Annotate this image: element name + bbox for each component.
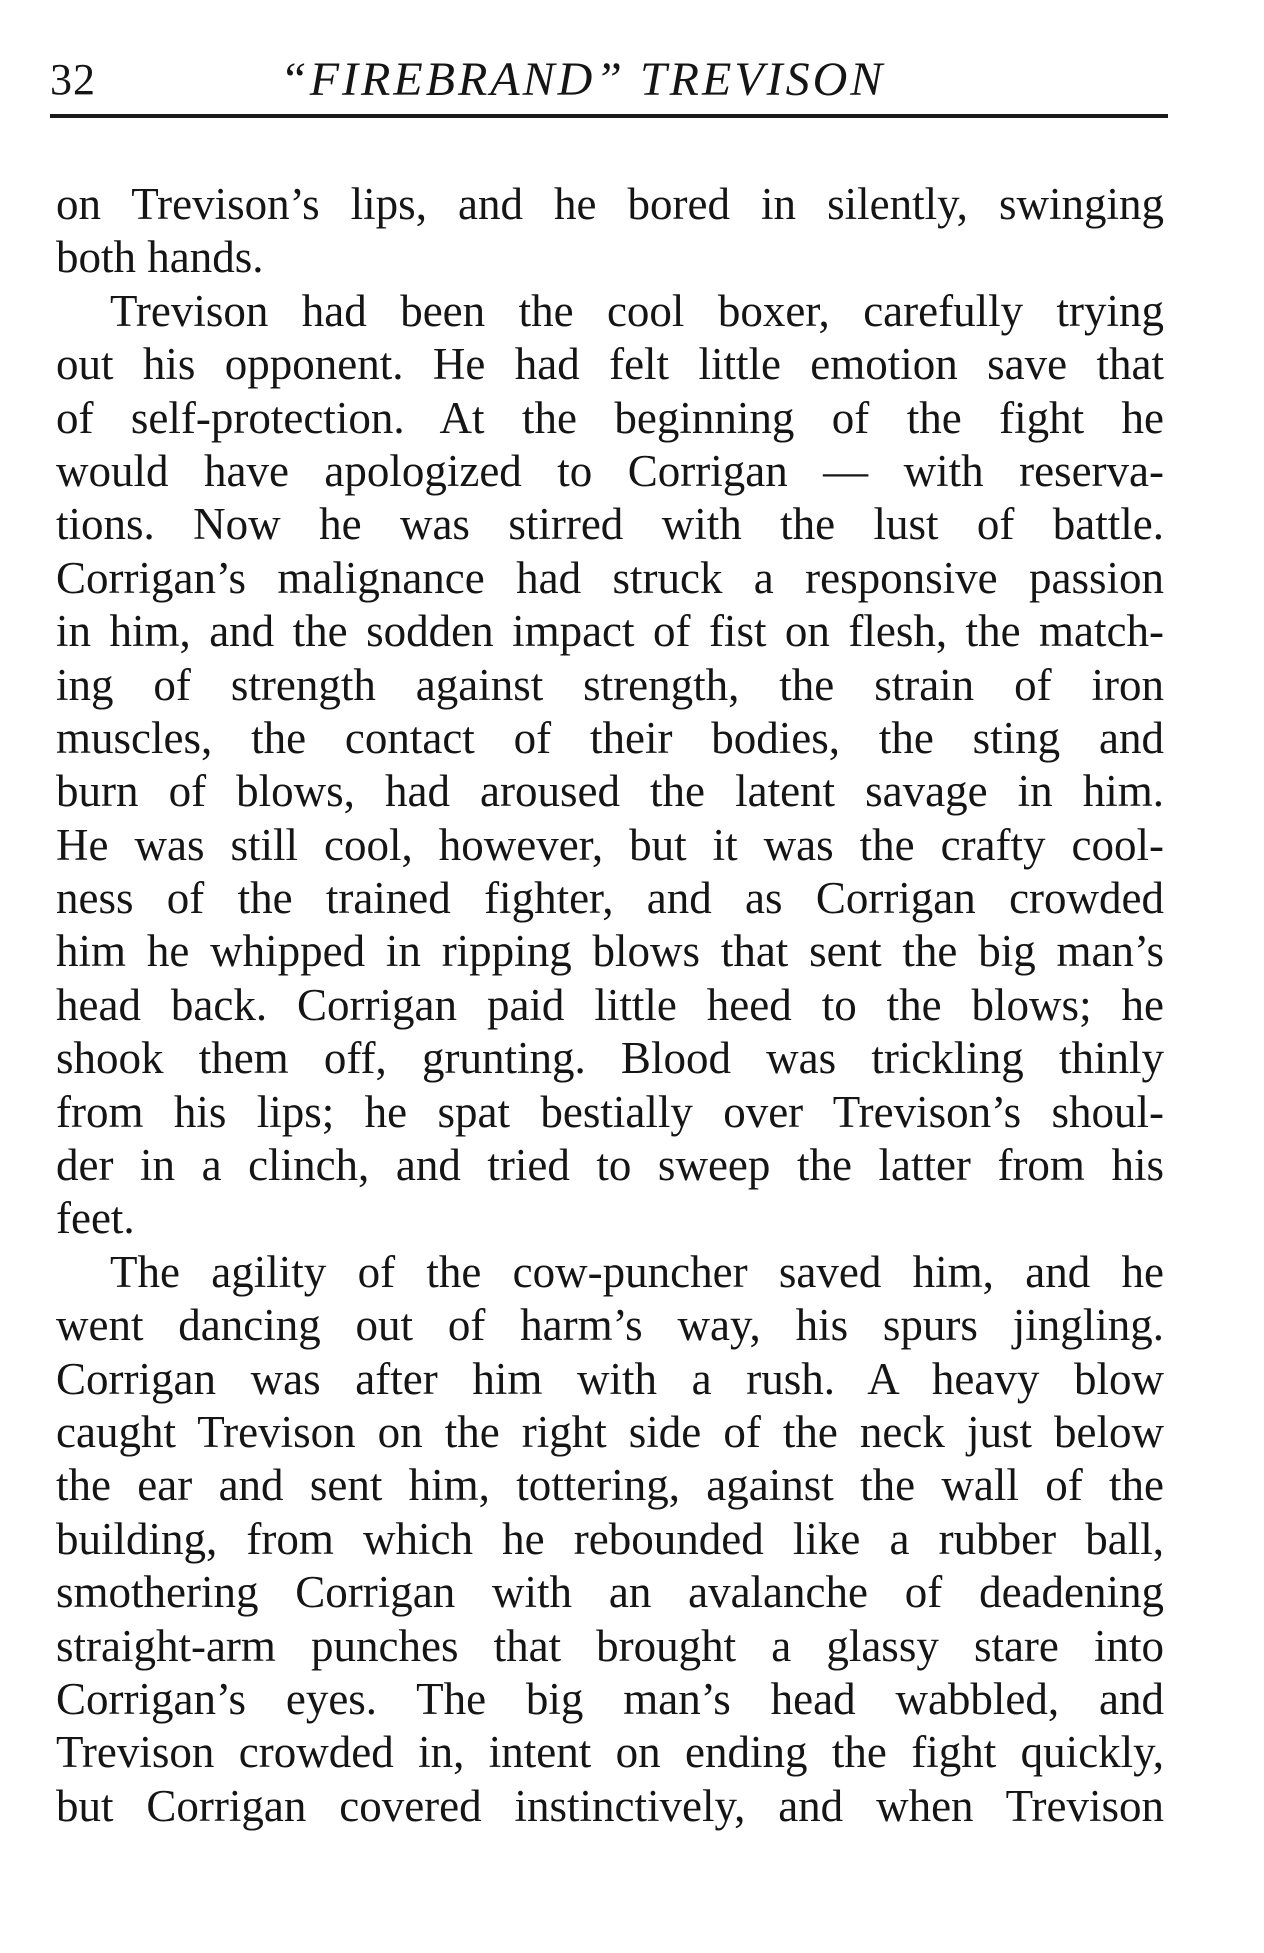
- text-line: burn of blows, had aroused the latent savage in him.: [56, 766, 1164, 817]
- text-line: The agility of the cow-puncher saved him, and he: [110, 1246, 1164, 1297]
- running-head: [50, 48, 1170, 110]
- text-line: head back. Corrigan paid little heed to the blows; he: [56, 979, 1164, 1030]
- text-line: He was still cool, however, but it was the crafty cool-: [56, 819, 1164, 870]
- page-number: 32: [50, 55, 96, 104]
- text-line: ing of strength against strength, the strain of iron: [56, 659, 1164, 710]
- text-line: Corrigan’s malignance had struck a responsive passion: [56, 552, 1164, 603]
- text-line: Corrigan’s eyes. The big man’s head wabbled, and: [56, 1673, 1164, 1724]
- text-line: on Trevison’s lips, and he bored in silently, swinging: [56, 179, 1164, 229]
- text-line: tions. Now he was stirred with the lust of battle.: [56, 499, 1164, 550]
- text-line: out his opponent. He had felt little emotion save that: [56, 339, 1164, 390]
- text-line: building, from which he rebounded like a rubber ball,: [56, 1513, 1164, 1564]
- text-line: Trevison crowded in, intent on ending the fight quickly,: [56, 1727, 1164, 1778]
- text-line: ness of the trained fighter, and as Corrigan crowded: [56, 873, 1164, 924]
- text-line: of self-protection. At the beginning of the fight he: [56, 392, 1164, 443]
- text-line: feet.: [56, 1193, 135, 1244]
- body-text: [56, 178, 1164, 1833]
- text-line: der in a clinch, and tried to sweep the latter from his: [56, 1140, 1164, 1191]
- running-title: “FIREBRAND” TREVISON: [280, 53, 886, 106]
- text-line: Corrigan was after him with a rush. A heavy blow: [56, 1353, 1164, 1404]
- text-line: him he whipped in ripping blows that sent the big man’s: [56, 926, 1164, 977]
- text-line: caught Trevison on the right side of the neck just below: [56, 1406, 1164, 1457]
- text-line: muscles, the contact of their bodies, the sting and: [56, 712, 1164, 763]
- text-line: from his lips; he spat bestially over Trevison’s shoul-: [56, 1086, 1164, 1137]
- header-rule: [50, 114, 1168, 118]
- text-line: shook them off, grunting. Blood was trickling thinly: [56, 1033, 1164, 1084]
- text-line: Trevison had been the cool boxer, carefully trying: [110, 285, 1164, 336]
- text-line: straight-arm punches that brought a glassy stare into: [56, 1620, 1164, 1671]
- text-line: in him, and the sodden impact of fist on flesh, the match-: [56, 606, 1164, 657]
- text-line: went dancing out of harm’s way, his spurs jingling.: [56, 1300, 1164, 1351]
- text-line: would have apologized to Corrigan — with reserva-: [56, 445, 1164, 496]
- text-line: smothering Corrigan with an avalanche of deadening: [56, 1567, 1164, 1618]
- text-line: the ear and sent him, tottering, against the wall of the: [56, 1460, 1164, 1511]
- text-line: both hands.: [56, 232, 264, 283]
- text-line: but Corrigan covered instinctively, and when Trevison: [56, 1780, 1164, 1831]
